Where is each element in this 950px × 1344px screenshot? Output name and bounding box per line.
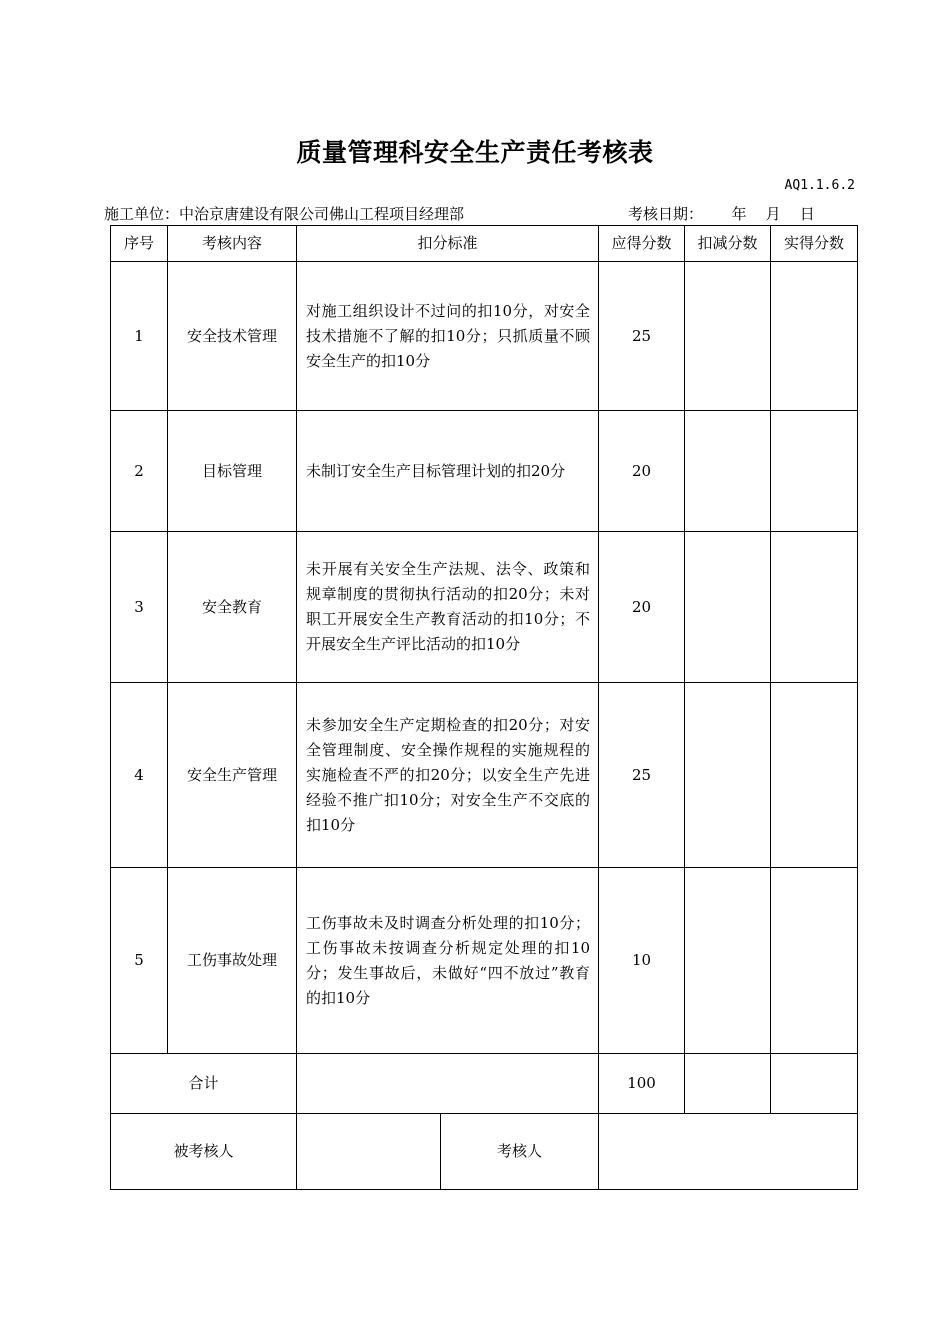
header-item: 考核内容: [168, 226, 297, 262]
row-actual[interactable]: [771, 868, 858, 1054]
row-score: 20: [599, 411, 685, 532]
row-actual[interactable]: [771, 532, 858, 683]
row-actual[interactable]: [771, 411, 858, 532]
construction-unit: 施工单位：中治京唐建设有限公司佛山工程项目经理部: [104, 205, 465, 223]
assessment-table: [110, 225, 858, 1190]
row-criteria: 未开展有关安全生产法规、法令、政策和规章制度的贯彻执行活动的扣20分；未对职工开展安全生产教育活动的扣10分；不开展安全生产评比活动的扣10分: [297, 532, 599, 683]
row-no: 3: [111, 532, 168, 683]
table-row: [111, 532, 858, 683]
assessor-label: 考核人: [441, 1114, 599, 1190]
row-actual[interactable]: [771, 683, 858, 868]
table-row: [111, 683, 858, 868]
assessment-date: 考核日期： 年 月 日: [628, 205, 815, 223]
table-row: [111, 262, 858, 411]
header-deduct: 扣减分数: [685, 226, 771, 262]
row-criteria: 工伤事故未及时调查分析处理的扣10分；工伤事故未按调查分析规定处理的扣10分；发生事故后，未做好“四不放过”教育的扣10分: [297, 868, 599, 1054]
total-row: [111, 1054, 858, 1114]
header-criteria: 扣分标准: [297, 226, 599, 262]
row-deduct[interactable]: [685, 683, 771, 868]
signature-row: [111, 1114, 858, 1190]
row-item: 安全教育: [168, 532, 297, 683]
row-criteria: 未制订安全生产目标管理计划的扣20分: [297, 411, 599, 532]
row-item: 安全技术管理: [168, 262, 297, 411]
document-code: AQ1.1.6.2: [784, 178, 855, 193]
row-item: 安全生产管理: [168, 683, 297, 868]
total-criteria-blank: [297, 1054, 599, 1114]
total-score: 100: [599, 1054, 685, 1114]
total-deduct[interactable]: [685, 1054, 771, 1114]
table-row: [111, 411, 858, 532]
table-header-row: [111, 226, 858, 262]
row-score: 10: [599, 868, 685, 1054]
total-actual[interactable]: [771, 1054, 858, 1114]
row-criteria: 未参加安全生产定期检查的扣20分；对安全管理制度、安全操作规程的实施规程的实施检查不严的扣20分；以安全生产先进经验不推广扣10分；对安全生产不交底的扣10分: [297, 683, 599, 868]
row-criteria: 对施工组织设计不过问的扣10分，对安全技术措施不了解的扣10分；只抓质量不顾安全生产的扣10分: [297, 262, 599, 411]
assessor-signature-field[interactable]: [599, 1114, 858, 1190]
row-score: 25: [599, 262, 685, 411]
row-score: 20: [599, 532, 685, 683]
row-no: 1: [111, 262, 168, 411]
assessee-label: 被考核人: [111, 1114, 297, 1190]
row-no: 2: [111, 411, 168, 532]
assessee-signature-field[interactable]: [297, 1114, 441, 1190]
row-actual[interactable]: [771, 262, 858, 411]
row-deduct[interactable]: [685, 411, 771, 532]
row-deduct[interactable]: [685, 532, 771, 683]
row-no: 5: [111, 868, 168, 1054]
header-score: 应得分数: [599, 226, 685, 262]
header-no: 序号: [111, 226, 168, 262]
row-deduct[interactable]: [685, 868, 771, 1054]
table-row: [111, 868, 858, 1054]
header-actual: 实得分数: [771, 226, 858, 262]
page-title: 质量管理科安全生产责任考核表: [296, 138, 654, 167]
row-score: 25: [599, 683, 685, 868]
row-item: 工伤事故处理: [168, 868, 297, 1054]
row-item: 目标管理: [168, 411, 297, 532]
total-label: 合计: [111, 1054, 297, 1114]
row-deduct[interactable]: [685, 262, 771, 411]
row-no: 4: [111, 683, 168, 868]
